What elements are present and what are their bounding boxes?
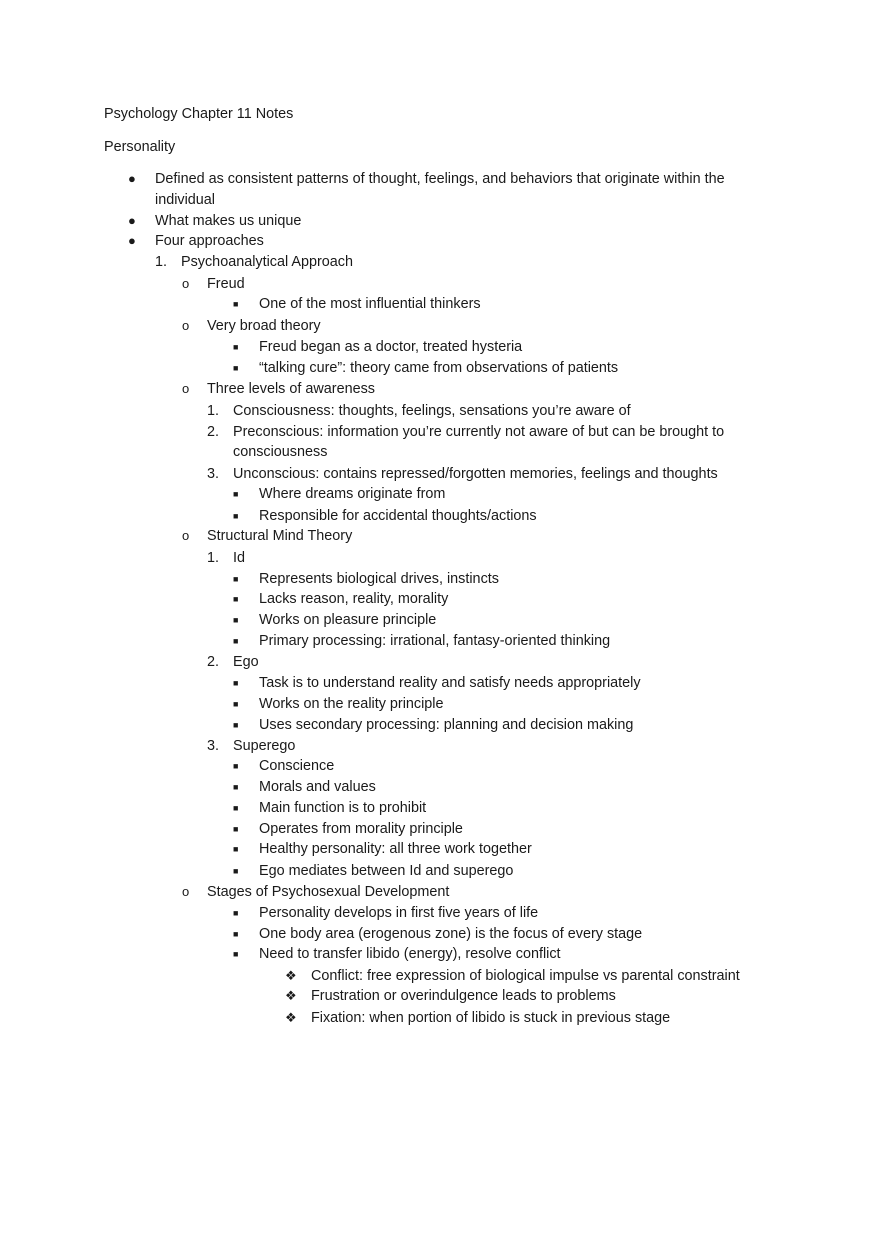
diamond-bullet-icon: ❖ — [285, 968, 297, 983]
square-bullet-icon: ■ — [233, 949, 239, 959]
list-item: Conflict: free expression of biological impulse vs parental constraint — [311, 968, 740, 984]
bullet-dot-icon: ● — [128, 233, 136, 248]
list-item: Where dreams originate from — [259, 486, 446, 502]
square-bullet-icon: ■ — [233, 908, 239, 918]
list-item: Conscience — [259, 758, 335, 774]
bullet-text-continued: individual — [155, 192, 216, 208]
circle-bullet-icon: o — [182, 884, 190, 899]
square-bullet-icon: ■ — [233, 636, 239, 646]
topic-heading: Freud — [207, 276, 245, 292]
square-bullet-icon: ■ — [233, 866, 239, 876]
list-item: Fixation: when portion of libido is stuck in previous stage — [311, 1010, 671, 1026]
list-number: 1. — [155, 254, 168, 270]
bullet-dot-icon: ● — [128, 171, 136, 186]
square-bullet-icon: ■ — [233, 929, 239, 939]
square-bullet-icon: ■ — [233, 678, 239, 688]
bullet-text: Defined as consistent patterns of thought, feelings, and behaviors that originate within the — [155, 171, 725, 187]
list-number: 3. — [207, 738, 220, 754]
list-item: Morals and values — [259, 779, 376, 795]
square-bullet-icon: ■ — [233, 782, 239, 792]
list-item: Represents biological drives, instincts — [259, 571, 499, 587]
list-item: Consciousness: thoughts, feelings, sensations you’re aware of — [233, 403, 631, 419]
circle-bullet-icon: o — [182, 276, 190, 291]
square-bullet-icon: ■ — [233, 761, 239, 771]
list-item: One of the most influential thinkers — [259, 296, 481, 312]
square-bullet-icon: ■ — [233, 699, 239, 709]
diamond-bullet-icon: ❖ — [285, 988, 297, 1003]
topic-heading: Structural Mind Theory — [207, 528, 353, 544]
square-bullet-icon: ■ — [233, 615, 239, 625]
list-item: Task is to understand reality and satisfy needs appropriately — [259, 675, 641, 691]
square-bullet-icon: ■ — [233, 844, 239, 854]
circle-bullet-icon: o — [182, 381, 190, 396]
bullet-text: Four approaches — [155, 233, 264, 249]
square-bullet-icon: ■ — [233, 363, 239, 373]
bullet-dot-icon: ● — [128, 213, 136, 228]
list-number: 3. — [207, 466, 220, 482]
list-item: Operates from morality principle — [259, 821, 463, 837]
list-item: Healthy personality: all three work together — [259, 841, 532, 857]
section-heading: Personality — [104, 139, 176, 155]
bullet-text: What makes us unique — [155, 213, 302, 229]
square-bullet-icon: ■ — [233, 299, 239, 309]
square-bullet-icon: ■ — [233, 511, 239, 521]
list-number: 2. — [207, 654, 220, 670]
square-bullet-icon: ■ — [233, 720, 239, 730]
list-item: Lacks reason, reality, morality — [259, 591, 449, 607]
list-item: Unconscious: contains repressed/forgotten memories, feelings and thoughts — [233, 466, 718, 482]
circle-bullet-icon: o — [182, 528, 190, 543]
list-item: One body area (erogenous zone) is the focus of every stage — [259, 926, 643, 942]
topic-heading: Very broad theory — [207, 318, 321, 334]
list-item: Main function is to prohibit — [259, 800, 427, 816]
topic-heading: Three levels of awareness — [207, 381, 375, 397]
subtopic-heading: Id — [233, 550, 246, 566]
topic-heading: Stages of Psychosexual Development — [207, 884, 450, 900]
square-bullet-icon: ■ — [233, 489, 239, 499]
list-number: 1. — [207, 550, 220, 566]
list-item: Frustration or overindulgence leads to problems — [311, 988, 616, 1004]
list-item: Preconscious: information you’re currently not aware of but can be brought to — [233, 424, 725, 440]
list-number: 1. — [207, 403, 220, 419]
square-bullet-icon: ■ — [233, 574, 239, 584]
subtopic-heading: Ego — [233, 654, 259, 670]
list-item: Personality develops in first five years of life — [259, 905, 539, 921]
square-bullet-icon: ■ — [233, 594, 239, 604]
list-item: Uses secondary processing: planning and decision making — [259, 717, 634, 733]
approach-heading: Psychoanalytical Approach — [181, 254, 353, 270]
circle-bullet-icon: o — [182, 318, 190, 333]
square-bullet-icon: ■ — [233, 824, 239, 834]
list-item: Works on the reality principle — [259, 696, 444, 712]
list-number: 2. — [207, 424, 220, 440]
list-item: “talking cure”: theory came from observations of patients — [259, 360, 619, 376]
list-item: Works on pleasure principle — [259, 612, 437, 628]
diamond-bullet-icon: ❖ — [285, 1010, 297, 1025]
document-title: Psychology Chapter 11 Notes — [104, 106, 294, 122]
list-item: Responsible for accidental thoughts/actions — [259, 508, 537, 524]
list-item: Need to transfer libido (energy), resolve conflict — [259, 946, 561, 962]
list-item: Freud began as a doctor, treated hysteria — [259, 339, 523, 355]
list-item: Ego mediates between Id and superego — [259, 863, 514, 879]
subtopic-heading: Superego — [233, 738, 296, 754]
square-bullet-icon: ■ — [233, 803, 239, 813]
list-item-continued: consciousness — [233, 444, 328, 460]
square-bullet-icon: ■ — [233, 342, 239, 352]
list-item: Primary processing: irrational, fantasy-oriented thinking — [259, 633, 611, 649]
